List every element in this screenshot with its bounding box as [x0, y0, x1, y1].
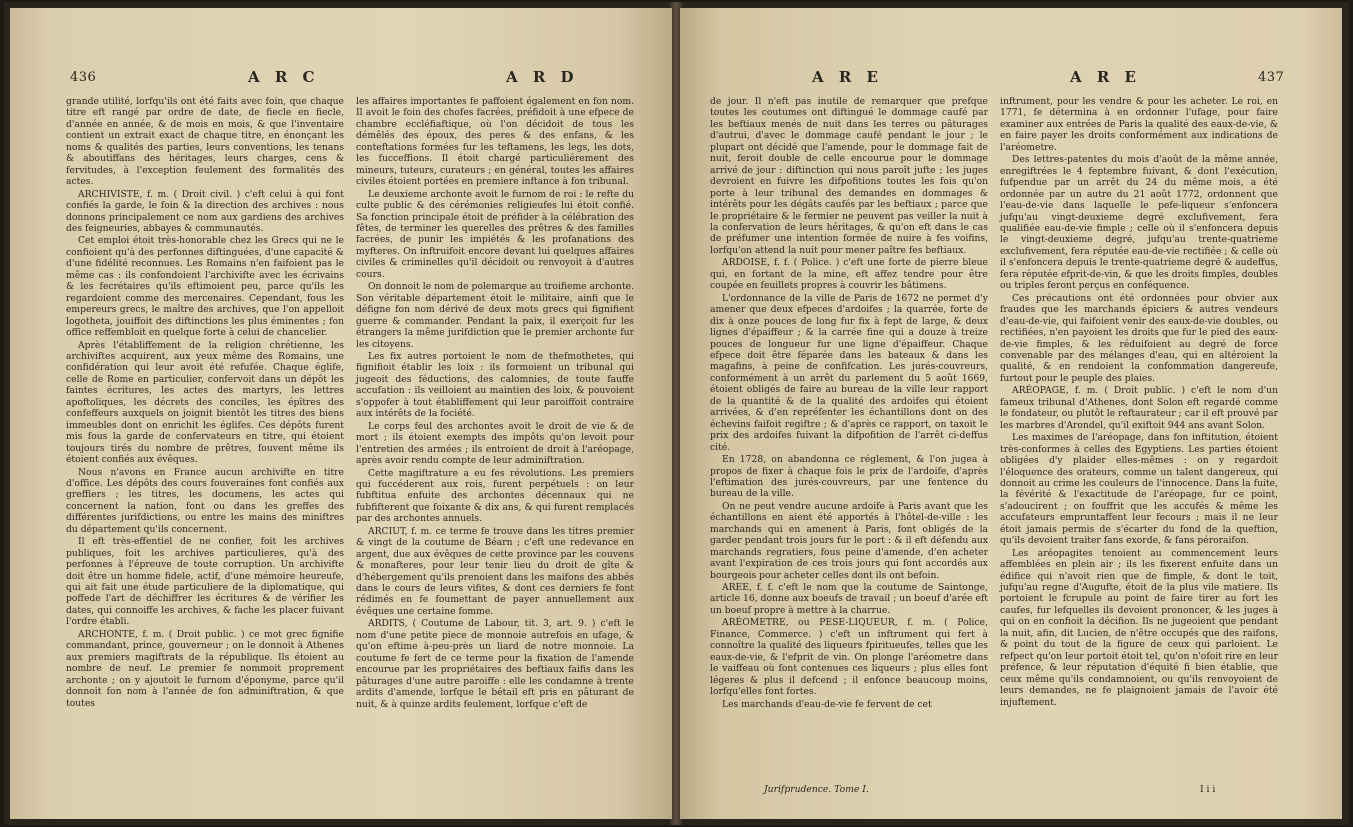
- paragraph: ARDITS, ( Coutume de Labour, tit. 3, art. 9. ) c'eft le nom d'une petite piece de monnoie autrefois en ufage, & qu'on eftime à-peu-près un liard de notre monnoie. La coutume fe fert de ce terme pour la fixation de l'amende encourue par les propriétaires des beftiaux faifis dans les pâturages d'une autre paroiffe : elle les condamne à trente ardits d'amende, lorfque le bétail eft pris en pâturant de nuit, & à quinze ardits feulement, lorfque c'eft de: [356, 618, 634, 710]
- left-column-1: [66, 96, 344, 710]
- footer-volume: Jurifprudence. Tome I.: [764, 784, 869, 795]
- paragraph: ARÉOPAGE, f. m. ( Droit public. ) c'eft le nom d'un fameux tribunal d'Athenes, dont Solon eft regardé comme le fondateur, ou plutôt le reftaurateur ; car il eft prouvé par les marbres d'Arondel, qu'il exiftoit 944 ans avant Solon.: [1000, 385, 1278, 431]
- right-page: [680, 8, 1342, 819]
- left-column-2: [356, 96, 634, 711]
- paragraph: Les maximes de l'aréopage, dans fon inftitution, étoient très-conformes à celles des Egyptiens. Les parties étoient obligées d'y plaider elles-mêmes : on y regardoit l'éloquence des orateurs, comme un talent dangereux, qui donnoit au crime les couleurs de l'innocence. Dans la fuite, la févérité & l'exactitude de l'aréopage, fur ce point, s'adoucirent ; on fouffrit que les accufés & même les accufateurs empruntaffent leur fecours ; mais il ne leur étoit jamais permis de s'écarter du fond de la queftion, qu'ils devoient traiter fans exorde, & fans péroraifon.: [1000, 432, 1278, 547]
- paragraph: On ne peut vendre aucune ardoife à Paris avant que les échantillons en aient été apportés à l'hôtel-de-ville : les marchands qui en amenent à Paris, font obligés de la garder pendant trois jours fur le port : & il eft défendu aux marchands regratiers, fous peine d'amende, d'en acheter avant l'expiration de ces trois jours qui font accordés aux bourgeois pour acheter celles dont ils ont befoin.: [710, 500, 988, 581]
- right-page-number: 437: [1258, 70, 1285, 85]
- paragraph: inftrument, pour les vendre & pour les acheter. Le roi, en 1771, fe détermina à en ordonner l'ufage, pour faire examiner aux entrées de Paris la qualité des eaux-de-vie, & en faire payer les droits conformément aux indications de l'aréometre.: [1000, 96, 1278, 153]
- paragraph: Le corps feul des archontes avoit le droit de vie & de mort ; ils étoient exempts des impôts qu'on levoit pour l'entretien des armées ; ils entroient de droit à l'aréopage, après avoir rendu compte de leur adminiftration.: [356, 420, 634, 467]
- paragraph: de jour. Il n'eft pas inutile de remarquer que prefque toutes les coutumes ont diftingué le dommage caufé par les beftiaux menés de nuit dans les terres ou pâturages d'autrui, d'avec le dommage caufé pendant le jour ; le plupart ont décidé que l'amende, pour le dommage fait de nuit, feroit double de celle encourue pour le dommage arrivé de jour : diftinction qui nous paroît jufte ; les juges devroient en fuivre les difpofitions toutes les fois qu'on porte à leur tribunal des demandes en dommages & intérêts pour les dégâts caufés par les beftiaux ; parce que le propriétaire & le fermier ne peuvent pas veiller la nuit à la confervation de leurs héritages, & qu'on eft dans le cas de préfumer une intention formée de nuire à fes voifins, lorfqu'on attend la nuit pour mener paître fes beftiaux.: [710, 96, 988, 256]
- paragraph: AREE, f. f. c'eft le nom que la coutume de Saintonge, article 16, donne aux boeufs de travail ; un boeuf d'arée eft un boeuf propre à mettre à la charrue.: [710, 582, 988, 616]
- paragraph: Après l'établiffement de la religion chrétienne, les archiviftes acquirent, aux yeux même des Romains, une confidération qui leur avoit été refufée. Chaque églife, celle de Rome en particulier, confervoit dans un dépôt les faintes écritures, les actes des martyrs, les lettres apoftoliques, les décrets des conciles, les épîtres des confeffeurs auxquels on joignit bientôt les titres des biens immeubles dont on enrichit les églifes. Ces dépôts furent mis fous la garde de confervateurs en titre, qui étoient toujours tirés du nombre de prêtres, fouvent même ils étoient confiés aux évêques.: [66, 339, 344, 466]
- right-column-2: [1000, 96, 1278, 709]
- paragraph: On donnoit le nom de polemarque au troifieme archonte. Son véritable département étoit le militaire, ainfi que le défigne fon nom dérivé de deux mots grecs qui fignifient guerre & commander. Pendant la paix, il exerçoit fur les étrangers la même jurifdiction que le premier archonte fur les citoyens.: [356, 281, 634, 350]
- paragraph: ARDOISE, f. f. ( Police. ) c'eft une forte de pierre bleue qui, en fortant de la mine, eft affez tendre pour être coupée en feuillets propres à couvrir les bâtimens.: [710, 257, 988, 292]
- paragraph: Les fix autres portoient le nom de thefmothetes, qui fignifioit établir les loix : ils formoient un tribunal qui jugeoit des féductions, des calomnies, de toute fauffe accufation : ils veilloient au maintien des loix, & pouvoient s'oppofer à tout établiffement qui leur paroiffoit contraire aux intérêts de la fociété.: [356, 350, 634, 420]
- paragraph: Les marchands d'eau-de-vie fe fervent de cet: [722, 698, 932, 710]
- left-headword-1: A R C: [248, 68, 320, 86]
- paragraph: Des lettres-patentes du mois d'août de la même année, enregiftrées le 4 feptembre fuivant, & dont l'exécution, fufpendue par un arrêt du 24 du même mois, a été ordonnée par un autre du 21 août 1772, ordonnent que l'eau-de-vie dans laquelle le pefe-liqueur s'enfoncera jufqu'au vingt-deuxieme degré exclufivement, fera qualifiée eau-de-vie fimple ; celle où il s'enfoncera depuis le vingt-deuxieme degré, jufqu'au trente-quatrieme exclufivement, fera réputée eau-de-vie rectifiée ; & celle où il s'enfoncera depuis le trente-quatrieme degré & audeffus, fera réputée efprit-de-vin, & que les droits fimples, doubles ou triples feront perçus en conféquence.: [1000, 154, 1278, 292]
- paragraph: L'ordonnance de la ville de Paris de 1672 ne permet d'y amener que deux efpeces d'ardoifes ; la quarrée, forte de dix à onze pouces de long fur fix à fept de large, & deux lignes d'épaiffeur ; & la carrée fine qui a douze à treize pouces de longueur fur une ligne d'épaiffeur. Chaque efpece doit être féparée dans les bateaux & dans les magafins, à peine de confifcation. Les jurés-couvreurs, conformément à un arrêt du parlement du 5 août 1669, étoient obligés de faire au bureau de la ville leur rapport de la quantité & de la qualité des ardoifes qui étoient arrivées, & d'en repréfenter les échantillons dont on des échevins faifoit regiftre ; & d'après ce rapport, on taxoit le prix des ardoifes fuivant la difpofition de l'arrêt ci-deffus cité.: [710, 292, 988, 453]
- paragraph: ARCHONTE, f. m. ( Droit public. ) ce mot grec fignifie commandant, prince, gouverneur ; on le donnoit à Athenes aux premiers magiftrats de la république. Ils étoient au nombre de neuf. Le premier fe nommoit proprement archonte ; on y ajoutoit le furnom d'éponyme, parce qu'il donnoit fon nom à l'année de fon adminiftration, & que toutes: [66, 628, 344, 709]
- paragraph: ARÉOMETRE, ou PESE-LIQUEUR, f. m. ( Police, Finance, Commerce. ) c'eft un inftrument qui fert à connoître la qualité des liqueurs fpiritueufes, telles que les eaux-de-vie, & l'efprit de vin. On plonge l'aréometre dans le vaiffeau où font contenues ces liqueurs ; plus elles font légeres & plus il defcend ; il enfonce beaucoup moins, lorfqu'elles font fortes.: [710, 617, 988, 698]
- right-running-head: [680, 70, 1342, 96]
- paragraph: Ces précautions ont été ordonnées pour obvier aux fraudes que les marchands épiciers & autres vendeurs d'eau-de-vie, qui faifoient venir des eaux-de-vie doubles, ou rectifiées, n'en payoient les droits que fur le pied des eaux-de-vie fimples, & les réduifoient au degré de force convenable par des mélanges d'eau, qui en altéroient la qualité, & en rendoient la confommation dangereufe, furtout pour le peuple des plaies.: [1000, 292, 1278, 384]
- right-headword-2: A R E: [1070, 68, 1141, 86]
- paragraph: Cet emploi étoit très-honorable chez les Grecs qui ne le confioient qu'à des perfonnes diftinguées, d'une capacité & d'une fidélité reconnues. Les Romains n'en faifoient pas le même cas : ils confondoient l'archivifte avec les écrivains & les fecrétaires qu'ils eftimoient peu, parce qu'ils les regardoient comme des mercenaires. Cependant, fous les empereurs grecs, le maître des archives, que l'on appelloit logotheta, jouiffoit des diftinctions les plus éminentes ; fon office reffembloit en quelque forte à celui de chancelier.: [66, 235, 344, 339]
- right-column-1: [710, 96, 988, 711]
- book-spread: [4, 2, 1349, 825]
- left-page-number: 436: [70, 70, 97, 85]
- left-running-head: [10, 70, 672, 96]
- left-headword-2: A R D: [506, 68, 579, 86]
- paragraph: Cette magiftrature a eu fes révolutions. Les premiers qui fuccéderent aux rois, furent perpétuels : on leur fubftitua enfuite des archontes décennaux qui ne fubfifterent que foixante & dix ans, & qui furent remplacés par des archontes annuels.: [356, 467, 634, 525]
- left-page: [10, 8, 672, 819]
- paragraph: ARCHIVISTE, f. m. ( Droit civil. ) c'eft celui à qui font confiés la garde, le foin & la direction des archives : nous donnons principalement ce nom aux gardiens des archives des feigneuries, abbayes & communautés.: [66, 188, 344, 234]
- paragraph: En 1728, on abandonna ce réglement, & l'on jugea à propos de fixer à chaque fois le prix de l'ardoife, d'après l'eftimation des jurés-couvreurs, par une fentence du bureau de la ville.: [710, 454, 988, 500]
- right-headword-1: A R E: [812, 68, 883, 86]
- signature-mark: I i i: [1200, 784, 1216, 795]
- paragraph: Il eft très-effentiel de ne confier, foit les archives publiques, foit les archives particulieres, qu'à des perfonnes à l'épreuve de toute corruption. Un archivifte doit être un homme fidele, actif, d'une mémoire heureufe, qui ait fait une étude particuliere de la diplomatique, qui poffede l'art de déchiffrer les écritures & de vérifier les dates, qui connoiffe les archives, & fache les placer fuivant l'ordre établi.: [66, 536, 344, 628]
- paragraph: Le deuxieme archonte avoit le furnom de roi : le refte du culte public & des cérémonies religieufes lui étoit confié. Sa fonction principale étoit de préfider à la célébration des fêtes, de terminer les querelles des prêtres & des familles facrées, de punir les impiétés & les profanations des myfteres. On inftruifoit encore devant lui quelques affaires civiles & criminelles qu'il décidoit ou renvoyoit à d'autres cours.: [356, 188, 634, 280]
- paragraph: grande utilité, lorfqu'ils ont été faits avec foin, que chaque titre eft rangé par ordre de date, de fiecle en fiecle, d'année en année, & de mois en mois, & que l'inventaire contient un extrait exact de chaque titre, en énonçant les noms & qualités des parties, leurs conventions, les tenans & aboutiffans des héritages, leurs charges, cens & fervitudes, à l'exception feulement des formalités des actes.: [66, 96, 344, 188]
- paragraph: Nous n'avons en France aucun archivifte en titre d'office. Les dépôts des cours fouveraines font confiés aux greffiers ; les titres, les documens, les actes qui concernent la nation, font ou dans les greffes des différentes jurifdictions, ou entre les mains des miniftres du département qu'ils concernent.: [66, 466, 344, 535]
- paragraph: les affaires importantes fe paffoient également en fon nom. Il avoit le foin des chofes facrées, préfidoit à une efpece de chambre eccléfiaftique, où l'on décidoit de tous les démêlés des époux, des peres & des enfans, & les conteftations formées fur les teftamens, les legs, les dots, les fucceffions. Il étoit chargé particuliérement des mineurs, tuteurs, curateurs ; en général, toutes les affaires civiles étoient portées en premiere inftance à fon tribunal.: [356, 96, 634, 188]
- paragraph: ARCIUT, f. m. ce terme fe trouve dans les titres premier & vingt de la coutume de Béarn ; c'eft une redevance en argent, due aux évêques de cette province par les couvens & monafteres, pour leur tenir lieu du droit de gîte & d'hébergement qu'ils prenoient dans les maifons des abbés dans le cours de leurs vifites, & dont ces derniers fe font rédimés en fe foumettant de payer annuellement aux évêques une certaine fomme.: [356, 525, 634, 617]
- paragraph: Les aréopagites tenoient au commencement leurs affemblées en plein air ; ils les fixerent enfuite dans un édifice qui n'avoit rien que de fimple, & dont le toit, jufqu'au regne d'Augufte, étoit de la plus vile matiere. Ils portoient le fcrupule au point de faire tirer au fort les caufes, fur lefquelles ils devoient prononcer, & les juges à qui on en confioit la décifion. Ils ne jugeoient que pendant la nuit, afin, dit Lucien, de n'être occupés que des raifons, & point du tout de la figure de ceux qui parloient. Le refpect qu'on leur portoit étoit tel, qu'on n'ofoit rire en leur préfence, & leur réputation d'équité fi bien établie, que ceux même qu'ils condamnoient, ou qu'ils renvoyoient de leurs demandes, ne fe plaignoient jamais de l'avoir été injuftement.: [1000, 547, 1278, 708]
